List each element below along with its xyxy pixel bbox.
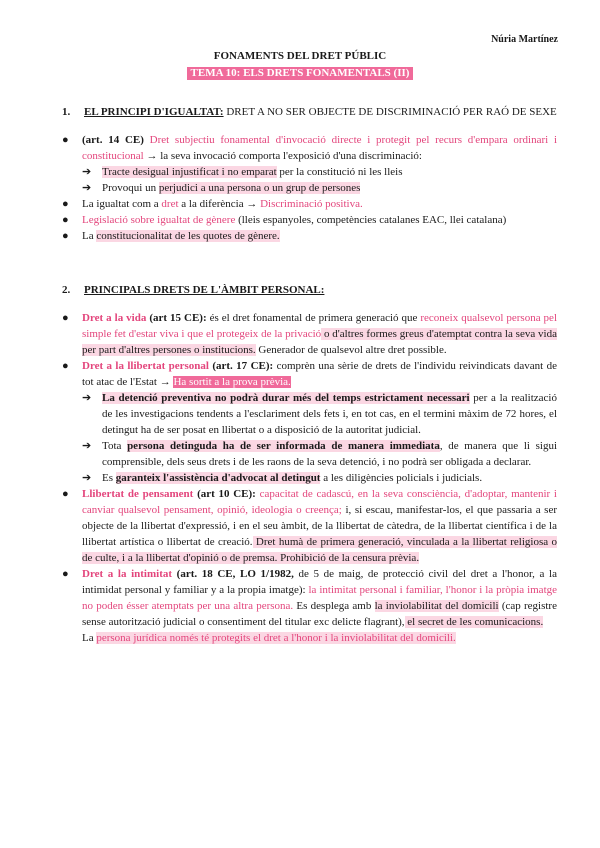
list-subitem: ➔ La detenció preventiva no podrà durar més del temps estrictament necessari per a la realització de les investigacions tendents a l'esclariment dels fets i, en tot cas, en el termini màxim de 72 hores, el detingut ha de ser posat en llibertat o a disposició de la autoritat judicial. [82, 392, 557, 436]
bullet-icon: ● [62, 214, 69, 226]
arrow-icon: ➔ [82, 166, 92, 178]
document-title: FONAMENTS DEL DRET PÚBLIC [213, 50, 387, 62]
list-item: ● Dret a la llibertat personal (art. 17 CE): comprèn una sèrie de drets de l'individu reivindicats davant de tot atac de l'Estat → Ha sortit a la prova prèvia. [62, 360, 557, 388]
list-subitem: ➔ Es garanteix l'assistència d'advocat al detingut a les diligències policials i judicials. [82, 472, 483, 484]
section-2-heading: 2. PRINCIPALS DRETS DE L'ÀMBIT PERSONAL: [62, 284, 325, 296]
list-item: ● Legislació sobre igualtat de gènere (lleis espanyoles, competències catalanes EAC, llei catalana) [62, 214, 507, 226]
section-2 [62, 282, 557, 646]
list-item: ● La constitucionalitat de les quotes de gènere. [62, 230, 280, 242]
bullet-icon: ● [62, 230, 69, 242]
section-1-heading: 1. EL PRINCIPI D'IGUALTAT: DRET A NO SER OBJECTE DE DISCRIMINACIÓ PER RAÓ DE SEXE [62, 106, 557, 118]
list-item: ● La igualtat com a dret a la diferència → Discriminació positiva. [62, 198, 363, 210]
list-item: ● Dret a la vida (art 15 CE): és el dret fonamental de primera generació que reconeix qualsevol persona pel simple fet d'estar viva i que el protegeix de la privació o d'altres formes greus d'atemptat contra la seva vida per part d'altres persones o institucions. Generador de qualsevol altre dret possible. [62, 312, 557, 356]
list-subitem: ➔ Tracte desigual injustificat i no emparat per la constitució ni les lleis [82, 166, 403, 178]
bullet-icon: ● [62, 568, 69, 580]
list-subitem: ➔ Tota persona detinguda ha de ser informada de manera immediata, de manera que li sigui comprensible, dels seus drets i de les raons de la seva detenció, i no podrà ser obligada a declarar. [82, 440, 558, 468]
subtitle-wrap [0, 63, 600, 81]
list-item: ● Dret a la intimitat (art. 18 CE, LO 1/1982, de 5 de maig, de protecció civil del dret a l'honor, a la intimidat personal y familiar y a la propia imatge): la intimitat personal i familiar, l'honor i la pròpia imatge no poden ésser atemptats per una altra persona. Es desplega amb la inviolabilitat del domicili (cap registre sense autorització judicial o consentiment del titular exc delicte flagrant), el secret de les comunicacions. La persona jurídica només té protegits el dret a l'honor i la inviolabilitat del domicili. [62, 568, 558, 644]
list-item: ● (art. 14 CE) Dret subjectiu fonamental d'invocació directe i protegit pel recurs d'empara ordinari i constitucional → la seva invocació comporta l'exposició d'una discriminació: [62, 134, 557, 162]
list-item: ● Llibertat de pensament (art 10 CE): capacitat de cadascú, en la seva consciència, d'adoptar, mantenir i canviar qualsevol pensament, opinió, ideologia o creença; i, si escau, manifestar-los, el que passaria a ser objecte de la llibertat d'expressió, i en el seu àmbit, de la llibertat de càtedra, de la llibertat científica i de la llibertat artística o llibertat de creació. Dret humà de primera generació, vinculada a la llibertat religiosa o de culte, i a la llibertat d'opinió o de premsa. Prohibició de la censura prèvia. [62, 488, 558, 564]
bullet-icon: ● [62, 134, 69, 146]
author-name: Núria Martínez [491, 34, 558, 45]
bullet-icon: ● [62, 360, 69, 372]
list-subitem: ➔ Provoqui un perjudici a una persona o un grup de persones [82, 182, 361, 194]
arrow-icon: ➔ [82, 392, 92, 404]
arrow-icon: ➔ [82, 182, 92, 194]
arrow-icon: ➔ [82, 440, 92, 452]
document-subtitle: TEMA 10: ELS DRETS FONAMENTALS (II) [187, 67, 414, 80]
bullet-icon: ● [62, 312, 69, 324]
section-1 [62, 104, 557, 244]
bullet-icon: ● [62, 198, 69, 210]
bullet-icon: ● [62, 488, 69, 500]
arrow-icon: ➔ [82, 472, 92, 484]
